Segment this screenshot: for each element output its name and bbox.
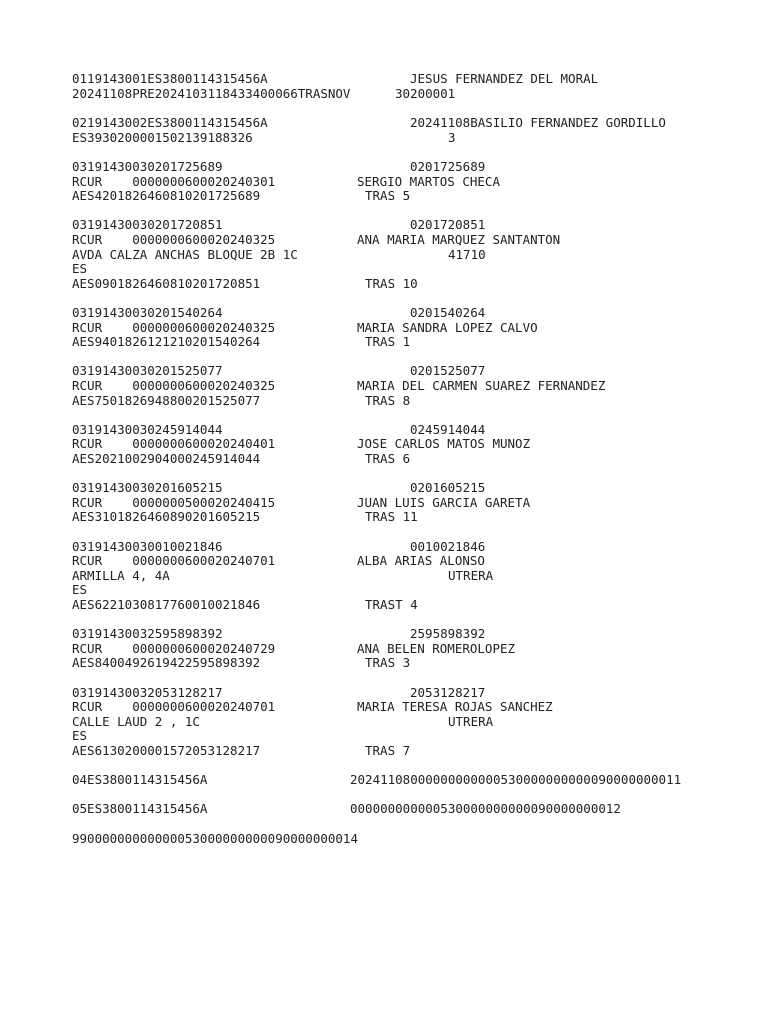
record-sequence: RCUR 0000000600020240301 [72, 173, 276, 189]
record-debtor-name: JOSE CARLOS MATOS MUNOZ [357, 436, 531, 452]
creditor-line1-date-name: 20241108BASILIO FERNANDEZ GORDILLO [410, 115, 666, 130]
record-iban: AES3101826460890201605215 [72, 509, 261, 525]
record-code: 03191430032595898392 [72, 626, 223, 642]
record-ref: 0201540264 [410, 305, 486, 320]
record-debtor-name: MARIA TERESA ROJAS SANCHEZ [357, 699, 553, 715]
record-concept: TRAS 5 [365, 188, 411, 204]
record-iban: AES7501826948800201525077 [72, 392, 261, 408]
header-line2-ref: 30200001 [395, 85, 456, 101]
record-sequence: RCUR 0000000600020240325 [72, 232, 276, 247]
record-debtor-name: MARIA DEL CARMEN SUAREZ FERNANDEZ [357, 378, 606, 393]
record-sequence: RCUR 0000000600020240701 [72, 699, 276, 715]
totals-04-code: 04ES3800114315456A [72, 772, 208, 788]
record-iban: AES0901826460810201720851 [72, 275, 261, 291]
record-ref: 0201720851 [410, 217, 486, 233]
record-code: 03191430030010021846 [72, 538, 223, 554]
record-debtor-name: JUAN LUIS GARCIA GARETA [357, 494, 531, 510]
record-iban: AES9401826121210201540264 [72, 334, 261, 350]
record-address: AVDA CALZA ANCHAS BLOQUE 2B 1C [72, 246, 298, 262]
record-iban: AES6221030817760010021846 [72, 597, 261, 612]
record-country: ES [72, 582, 88, 598]
record-city: 41710 [448, 246, 486, 262]
record-country: ES [72, 261, 88, 277]
header-line2-code: 20241108PRE2024103118433400066TRASNOV [72, 85, 351, 101]
record-sequence: RCUR 0000000600020240325 [72, 319, 276, 335]
record-sequence: RCUR 0000000600020240325 [72, 378, 276, 393]
record-city: UTRERA [448, 713, 494, 729]
record-concept: TRAS 6 [365, 451, 411, 466]
totals-04-values: 20241108000000000000530000000000090000000011 [350, 772, 682, 788]
record-address: ARMILLA 4, 4A [72, 567, 170, 583]
header-line1-name: JESUS FERNANDEZ DEL MORAL [410, 71, 599, 86]
record-code: 03191430030201525077 [72, 363, 223, 379]
header-line1-code: 0119143001ES3800114315456A [72, 71, 268, 86]
record-ref: 0201605215 [410, 480, 486, 496]
record-ref: 0245914044 [410, 421, 486, 437]
record-debtor-name: ANA BELEN ROMEROLOPEZ [357, 640, 516, 656]
record-sequence: RCUR 0000000600020240401 [72, 436, 276, 452]
record-iban: AES6130200001572053128217 [72, 743, 261, 758]
record-iban: AES4201826460810201725689 [72, 188, 261, 204]
record-country: ES [72, 728, 88, 744]
creditor-line2-count: 3 [448, 129, 456, 145]
record-concept: TRAS 8 [365, 392, 411, 408]
creditor-line2-iban: ES3930200001502139188326 [72, 129, 253, 145]
record-concept: TRAS 3 [365, 655, 411, 671]
record-ref: 2595898392 [410, 626, 486, 642]
record-code: 03191430032053128217 [72, 684, 223, 700]
record-address: CALLE LAUD 2 , 1C [72, 713, 200, 729]
record-sequence: RCUR 0000000600020240701 [72, 553, 276, 569]
record-code: 03191430030201605215 [72, 480, 223, 496]
record-sequence: RCUR 0000000600020240729 [72, 640, 276, 656]
record-code: 03191430030245914044 [72, 421, 223, 437]
creditor-line1-code: 0219143002ES3800114315456A [72, 115, 268, 130]
record-ref: 0201725689 [410, 159, 486, 174]
record-ref: 2053128217 [410, 684, 486, 700]
record-sequence: RCUR 0000000500020240415 [72, 494, 276, 510]
record-concept: TRAST 4 [365, 597, 418, 612]
record-iban: AES8400492619422595898392 [72, 655, 261, 671]
record-iban: AES2021002904000245914044 [72, 451, 261, 466]
record-concept: TRAS 11 [365, 509, 418, 525]
record-city: UTRERA [448, 567, 494, 583]
record-ref: 0201525077 [410, 363, 486, 379]
record-code: 03191430030201540264 [72, 305, 223, 320]
record-ref: 0010021846 [410, 538, 486, 554]
record-debtor-name: ALBA ARIAS ALONSO [357, 553, 485, 569]
record-concept: TRAS 10 [365, 275, 418, 291]
record-code: 03191430030201725689 [72, 159, 223, 174]
record-concept: TRAS 7 [365, 743, 411, 758]
record-concept: TRAS 1 [365, 334, 411, 350]
totals-05-values: 000000000000530000000000090000000012 [350, 801, 621, 817]
record-code: 03191430030201720851 [72, 217, 223, 233]
totals-99-line: 99000000000000053000000000090000000014 [72, 830, 358, 846]
totals-05-code: 05ES3800114315456A [72, 801, 208, 817]
record-debtor-name: MARIA SANDRA LOPEZ CALVO [357, 319, 538, 335]
record-debtor-name: ANA MARIA MARQUEZ SANTANTON [357, 232, 561, 247]
record-debtor-name: SERGIO MARTOS CHECA [357, 173, 500, 189]
